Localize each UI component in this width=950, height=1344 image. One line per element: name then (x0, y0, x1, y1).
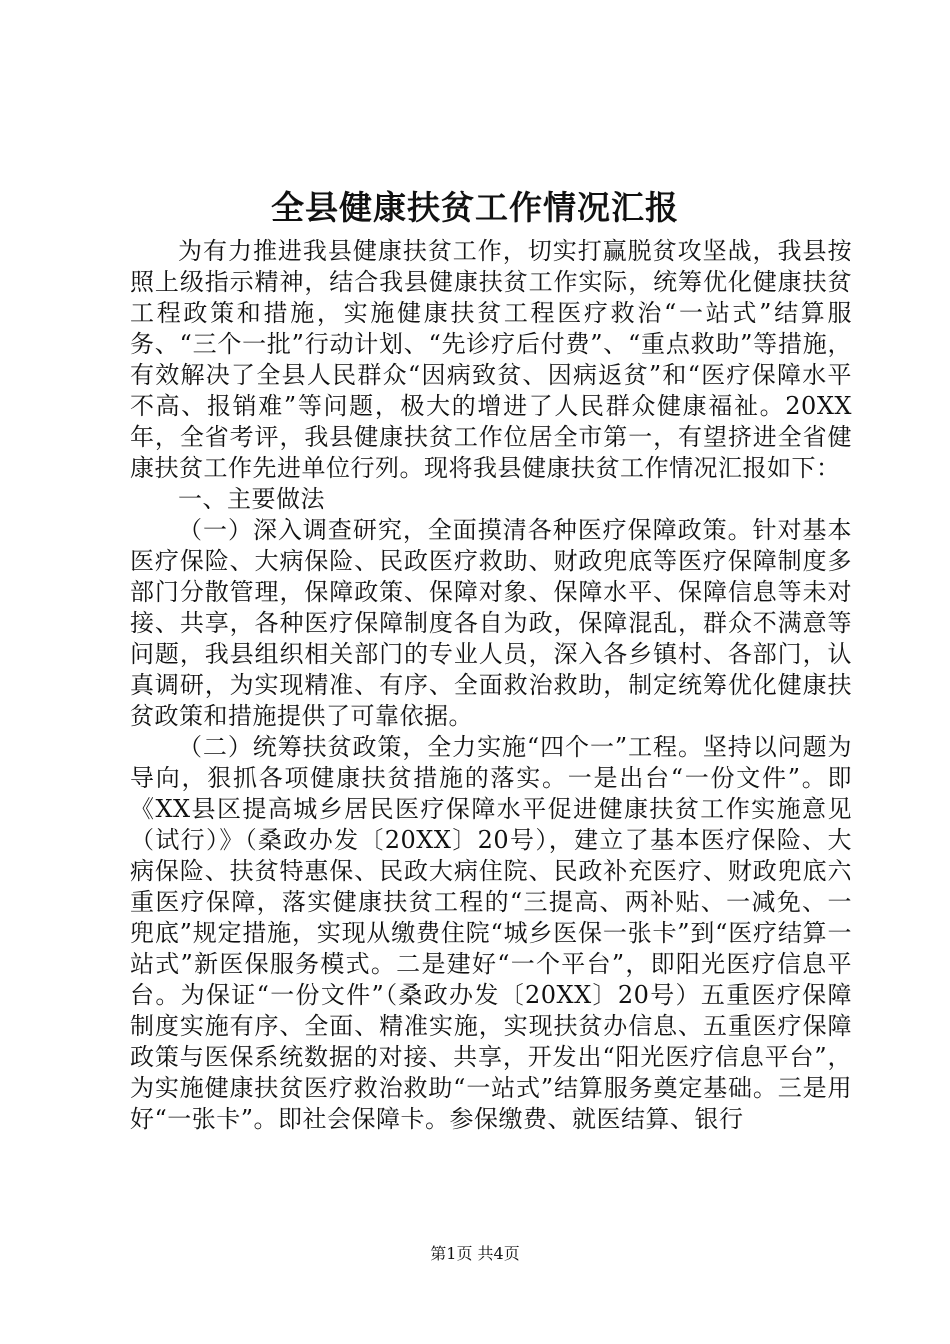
document-title: 全县健康扶贫工作情况汇报 (271, 188, 679, 227)
intro-paragraph: 为有力推进我县健康扶贫工作，切实打赢脱贫攻坚战，我县按照上级指示精神，结合我县健康扶贫工作实际，统筹优化健康扶贫工程政策和措施，实施健康扶贫工程医疗救治“一站式”结算服务、“三个一批”行动计划、“先诊疗后付费”、“重点救助”等措施，有效解决了全县人民群众“因病致贫、因病返贫”和“医疗保障水平不高、报销难”等问题，极大的增进了人民群众健康福祉。20XX年，全省考评，我县健康扶贫工作位居全市第一，有望挤进全省健康扶贫工作先进单位行列。现将我县健康扶贫工作情况汇报如下： (130, 237, 852, 482)
section-heading: 一、主要做法 (178, 485, 325, 513)
subsection-2-paragraph: （二）统筹扶贫政策，全力实施“四个一”工程。坚持以问题为导向，狠抓各项健康扶贫措施的落实。一是出台“一份文件”。即《XX县区提高城乡居民医疗保障水平促进健康扶贫工作实施意见（试行）》（桑政办发〔20XX〕20号），建立了基本医疗保险、大病保险、扶贫特惠保、民政大病住院、民政补充医疗、财政兜底六重医疗保障，落实健康扶贫工程的“三提高、两补贴、一减免、一兜底”规定措施，实现从缴费住院“城乡医保一张卡”到“医疗结算一站式”新医保服务模式。二是建好“一个平台”，即阳光医疗信息平台。为保证“一份文件”（桑政办发〔20XX〕20号）五重医疗保障制度实施有序、全面、精准实施，实现扶贫办信息、五重医疗保障政策与医保系统数据的对接、共享，开发出“阳光医疗信息平台”，为实施健康扶贫医疗救治救助“一站式”结算服务奠定基础。三是用好“一张卡”。即社会保障卡。参保缴费、就医结算、银行 (130, 733, 852, 1133)
document-body (130, 236, 852, 1135)
page-footer: 第1页 共4页 (430, 1244, 520, 1263)
subsection-1-paragraph: （一）深入调查研究，全面摸清各种医疗保障政策。针对基本医疗保险、大病保险、民政医疗救助、财政兜底等医疗保障制度多部门分散管理，保障政策、保障对象、保障水平、保障信息等未对接、共享，各种医疗保障制度各自为政，保障混乱，群众不满意等问题，我县组织相关部门的专业人员，深入各乡镇村、各部门，认真调研，为实现精准、有序、全面救治救助，制定统筹优化健康扶贫政策和措施提供了可靠依据。 (130, 516, 852, 730)
